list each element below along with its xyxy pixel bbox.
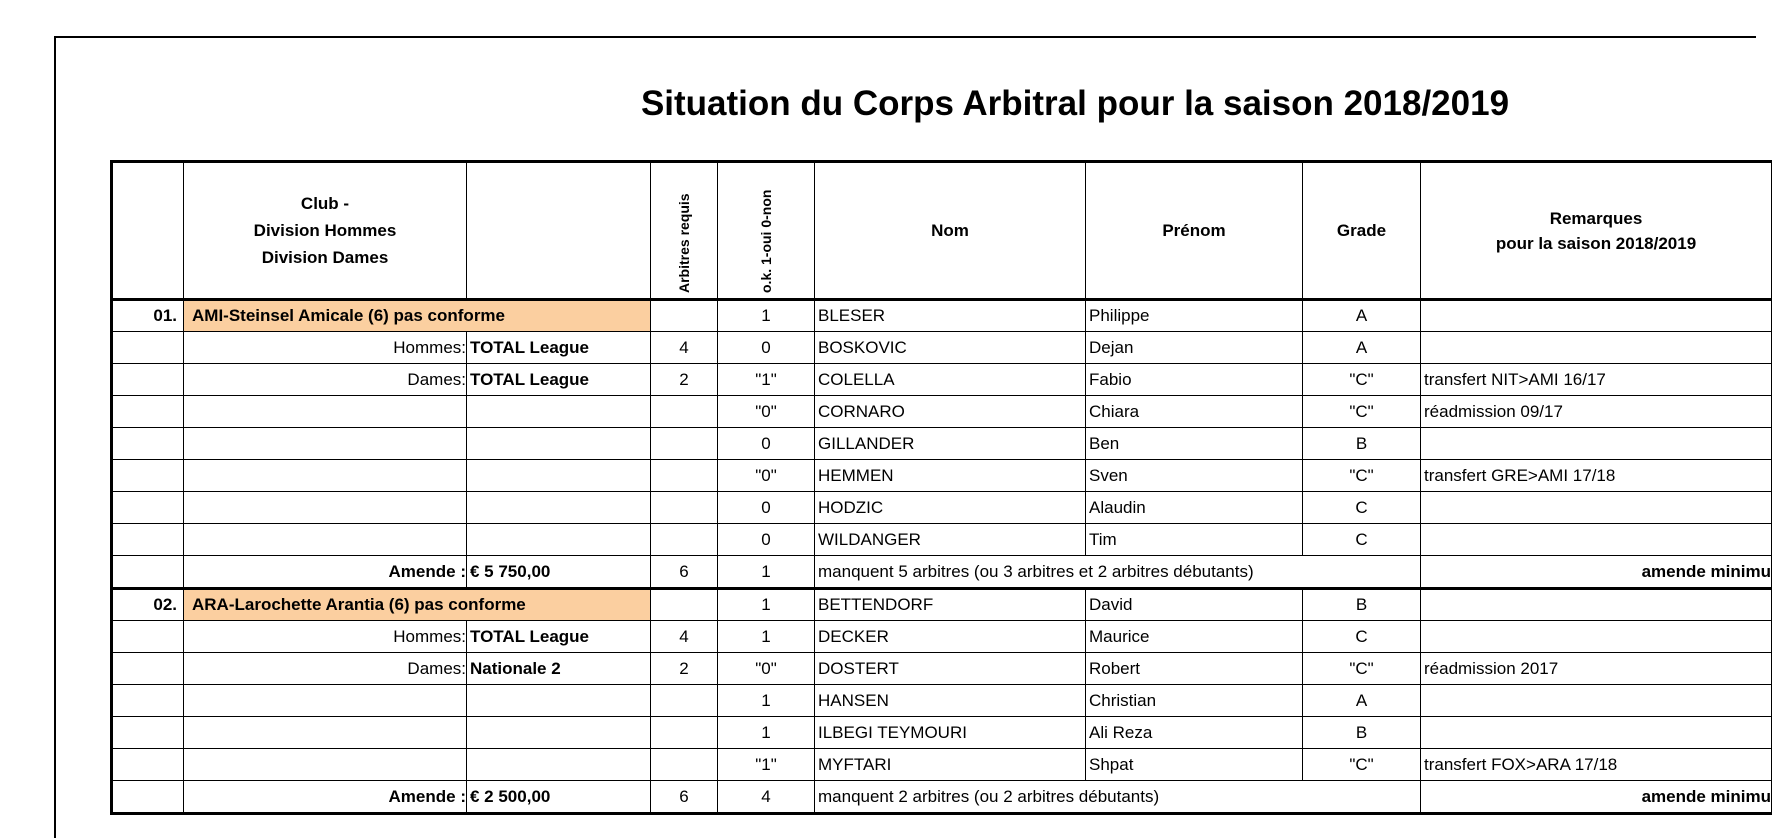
manquent-note: manquent 5 arbitres (ou 3 arbitres et 2 arbitres débutants) xyxy=(815,556,1421,589)
referee-ok: 1 xyxy=(718,589,815,621)
number-empty-cell xyxy=(112,749,184,781)
referee-prenom: Dejan xyxy=(1086,332,1303,364)
referee-nom: HODZIC xyxy=(815,492,1086,524)
referee-remarque: transfert NIT>AMI 16/17 xyxy=(1421,364,1772,396)
table-row xyxy=(112,428,1772,460)
referee-nom: CORNARO xyxy=(815,396,1086,428)
referee-prenom: Sven xyxy=(1086,460,1303,492)
number-empty-cell xyxy=(112,396,184,428)
required-empty-cell xyxy=(651,428,718,460)
required-empty-cell xyxy=(651,524,718,556)
referee-nom: GILLANDER xyxy=(815,428,1086,460)
club-header-row xyxy=(112,589,1772,621)
referee-table xyxy=(110,160,1772,815)
label-empty-cell xyxy=(184,428,467,460)
referee-prenom: Alaudin xyxy=(1086,492,1303,524)
manquent-note: manquent 2 arbitres (ou 2 arbitres débutants) xyxy=(815,781,1421,814)
referee-grade: B xyxy=(1303,589,1421,621)
referee-prenom: Tim xyxy=(1086,524,1303,556)
label-empty-cell xyxy=(184,524,467,556)
referee-ok: "0" xyxy=(718,460,815,492)
referee-ok: 0 xyxy=(718,492,815,524)
number-empty-cell xyxy=(112,364,184,396)
hommes-division: TOTAL League xyxy=(467,332,651,364)
division-empty-cell xyxy=(467,396,651,428)
required-empty-cell xyxy=(651,717,718,749)
header-number-cell xyxy=(112,162,184,300)
division-empty-cell xyxy=(467,428,651,460)
dames-label: Dames: xyxy=(184,364,467,396)
number-empty-cell xyxy=(112,621,184,653)
required-empty-cell xyxy=(651,685,718,717)
referee-remarque xyxy=(1421,621,1772,653)
referee-grade: "C" xyxy=(1303,653,1421,685)
label-empty-cell xyxy=(184,396,467,428)
hommes-label: Hommes: xyxy=(184,332,467,364)
label-empty-cell xyxy=(184,685,467,717)
referee-prenom: Fabio xyxy=(1086,364,1303,396)
table-row xyxy=(112,749,1772,781)
referee-ok: 1 xyxy=(718,621,815,653)
header-club xyxy=(184,162,467,300)
total-required: 6 xyxy=(651,556,718,589)
referee-grade: "C" xyxy=(1303,749,1421,781)
document-title: Situation du Corps Arbitral pour la saison 2018/2019 xyxy=(640,84,1510,123)
referee-prenom: Maurice xyxy=(1086,621,1303,653)
header-arbitres-requis xyxy=(651,162,718,300)
number-empty-cell xyxy=(112,781,184,814)
header-ok xyxy=(718,162,815,300)
dames-division: Nationale 2 xyxy=(467,653,651,685)
referee-grade: A xyxy=(1303,685,1421,717)
amende-row xyxy=(112,781,1772,814)
referee-nom: HEMMEN xyxy=(815,460,1086,492)
referee-ok: 1 xyxy=(718,717,815,749)
club-number: 02. xyxy=(112,589,184,621)
referee-remarque xyxy=(1421,685,1772,717)
referee-grade: "C" xyxy=(1303,460,1421,492)
dames-label: Dames: xyxy=(184,653,467,685)
referee-prenom: Ali Reza xyxy=(1086,717,1303,749)
dames-required: 2 xyxy=(651,364,718,396)
number-empty-cell xyxy=(112,653,184,685)
table-row xyxy=(112,621,1772,653)
referee-nom: BETTENDORF xyxy=(815,589,1086,621)
referee-nom: WILDANGER xyxy=(815,524,1086,556)
referee-nom: DOSTERT xyxy=(815,653,1086,685)
club-name: ARA-Larochette Arantia (6) pas conforme xyxy=(184,589,651,621)
referee-remarque xyxy=(1421,332,1772,364)
table-row xyxy=(112,364,1772,396)
referee-ok: 1 xyxy=(718,685,815,717)
referee-remarque: transfert FOX>ARA 17/18 xyxy=(1421,749,1772,781)
required-empty-cell xyxy=(651,460,718,492)
table-row xyxy=(112,524,1772,556)
dames-division: TOTAL League xyxy=(467,364,651,396)
table-row xyxy=(112,396,1772,428)
referee-grade: "C" xyxy=(1303,396,1421,428)
referee-ok: "0" xyxy=(718,653,815,685)
referee-remarque xyxy=(1421,428,1772,460)
label-empty-cell xyxy=(184,492,467,524)
referee-prenom: Shpat xyxy=(1086,749,1303,781)
division-empty-cell xyxy=(467,460,651,492)
header-prenom: Prénom xyxy=(1086,162,1303,300)
referee-remarque xyxy=(1421,492,1772,524)
referee-prenom: David xyxy=(1086,589,1303,621)
table-row xyxy=(112,460,1772,492)
amende-label: Amende : xyxy=(184,781,467,814)
header-division-cell xyxy=(467,162,651,300)
club-name: AMI-Steinsel Amicale (6) pas conforme xyxy=(184,300,651,332)
referee-nom: BOSKOVIC xyxy=(815,332,1086,364)
division-empty-cell xyxy=(467,685,651,717)
header-remarques-line2: pour la saison 2018/2019 xyxy=(1495,233,1697,253)
table-row xyxy=(112,332,1772,364)
referee-ok: "1" xyxy=(718,364,815,396)
hommes-label: Hommes: xyxy=(184,621,467,653)
header-grade: Grade xyxy=(1303,162,1421,300)
referee-grade: B xyxy=(1303,717,1421,749)
hommes-division: TOTAL League xyxy=(467,621,651,653)
referee-grade: C xyxy=(1303,492,1421,524)
referee-remarque xyxy=(1421,717,1772,749)
label-empty-cell xyxy=(184,460,467,492)
table-row xyxy=(112,653,1772,685)
referee-remarque: transfert GRE>AMI 17/18 xyxy=(1421,460,1772,492)
referee-nom: DECKER xyxy=(815,621,1086,653)
referee-ok: "0" xyxy=(718,396,815,428)
number-empty-cell xyxy=(112,332,184,364)
referee-remarque: réadmission 09/17 xyxy=(1421,396,1772,428)
required-empty-cell xyxy=(651,396,718,428)
required-empty-cell xyxy=(651,492,718,524)
number-empty-cell xyxy=(112,717,184,749)
table-header-row xyxy=(112,162,1772,300)
division-empty-cell xyxy=(467,749,651,781)
header-club-line1: Club - xyxy=(300,194,350,213)
referee-remarque: réadmission 2017 xyxy=(1421,653,1772,685)
number-empty-cell xyxy=(112,524,184,556)
header-ok-label: o.k. 1-oui 0-non xyxy=(758,189,774,293)
referee-remarque xyxy=(1421,589,1772,621)
amende-note: amende minimu xyxy=(1421,556,1772,589)
amende-value: € 2 500,00 xyxy=(467,781,651,814)
number-empty-cell xyxy=(112,460,184,492)
referee-ok: 0 xyxy=(718,332,815,364)
referee-prenom: Ben xyxy=(1086,428,1303,460)
referee-nom: ILBEGI TEYMOURI xyxy=(815,717,1086,749)
hommes-required: 4 xyxy=(651,332,718,364)
header-nom: Nom xyxy=(815,162,1086,300)
division-empty-cell xyxy=(467,717,651,749)
referee-nom: COLELLA xyxy=(815,364,1086,396)
division-empty-cell xyxy=(467,492,651,524)
amende-note: amende minimu xyxy=(1421,781,1772,814)
division-empty-cell xyxy=(467,524,651,556)
table-body xyxy=(112,162,1772,814)
hommes-required: 4 xyxy=(651,621,718,653)
club-number: 01. xyxy=(112,300,184,332)
number-empty-cell xyxy=(112,492,184,524)
total-ok: 4 xyxy=(718,781,815,814)
header-remarques-line1: Remarques xyxy=(1549,208,1643,228)
table-row xyxy=(112,685,1772,717)
referee-ok: 0 xyxy=(718,428,815,460)
referee-prenom: Christian xyxy=(1086,685,1303,717)
referee-grade: B xyxy=(1303,428,1421,460)
referee-grade: C xyxy=(1303,621,1421,653)
label-empty-cell xyxy=(184,749,467,781)
referee-grade: C xyxy=(1303,524,1421,556)
referee-remarque xyxy=(1421,524,1772,556)
amende-label: Amende : xyxy=(184,556,467,589)
number-empty-cell xyxy=(112,428,184,460)
club-required-empty xyxy=(651,300,718,332)
header-remarques xyxy=(1421,162,1772,300)
referee-grade: "C" xyxy=(1303,364,1421,396)
table-row xyxy=(112,492,1772,524)
header-club-line2: Division Hommes xyxy=(253,221,397,240)
club-required-empty xyxy=(651,589,718,621)
referee-nom: HANSEN xyxy=(815,685,1086,717)
referee-nom: BLESER xyxy=(815,300,1086,332)
dames-required: 2 xyxy=(651,653,718,685)
club-header-row xyxy=(112,300,1772,332)
referee-ok: "1" xyxy=(718,749,815,781)
referee-prenom: Chiara xyxy=(1086,396,1303,428)
label-empty-cell xyxy=(184,717,467,749)
referee-prenom: Philippe xyxy=(1086,300,1303,332)
referee-prenom: Robert xyxy=(1086,653,1303,685)
referee-nom: MYFTARI xyxy=(815,749,1086,781)
header-club-line3: Division Dames xyxy=(261,248,389,267)
table-row xyxy=(112,717,1772,749)
referee-grade: A xyxy=(1303,300,1421,332)
total-required: 6 xyxy=(651,781,718,814)
referee-grade: A xyxy=(1303,332,1421,364)
total-ok: 1 xyxy=(718,556,815,589)
referee-ok: 0 xyxy=(718,524,815,556)
referee-remarque xyxy=(1421,300,1772,332)
amende-value: € 5 750,00 xyxy=(467,556,651,589)
header-arbitres-requis-label: Arbitres requis xyxy=(676,193,692,293)
required-empty-cell xyxy=(651,749,718,781)
referee-ok: 1 xyxy=(718,300,815,332)
number-empty-cell xyxy=(112,685,184,717)
number-empty-cell xyxy=(112,556,184,589)
amende-row xyxy=(112,556,1772,589)
